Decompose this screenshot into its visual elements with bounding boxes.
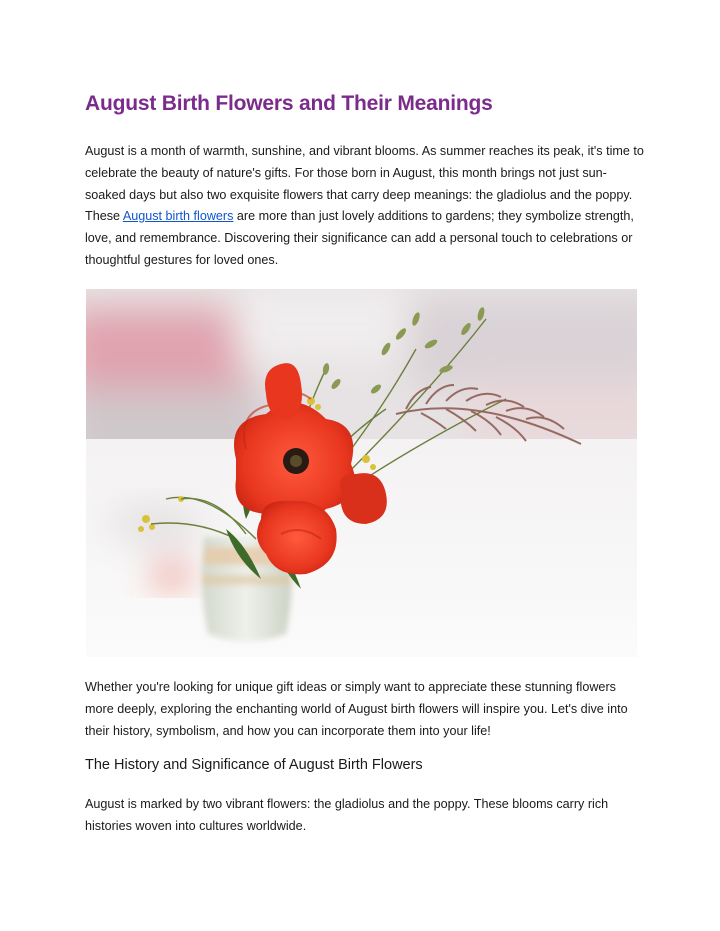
inspiration-paragraph: Whether you're looking for unique gift ideas or simply want to appreciate these stunning flowers more deeply, exploring the enchanting world of August birth flowers will inspire you. Let's dive into their history, symbolism, and how you can incorporate them into your life! — [85, 680, 628, 738]
section-heading: The History and Significance of August Birth Flowers — [85, 757, 423, 773]
intro-text-start: August is a month of warmth, sunshine, and vibrant blooms. As summer reaches its peak, it's time to celebrate the beauty of nature's gifts. For those born in August, this month brings not just sun-soaked days but also two exquisite flowers that carry deep meanings: the gladiolus and the poppy. These — [85, 144, 644, 224]
history-paragraph: August is marked by two vibrant flowers: the gladiolus and the poppy. These blooms carry rich histories woven into cultures worldwide. — [85, 797, 609, 833]
intro-text-end: are more than just lovely additions to gardens; they symbolize strength, love, and remembrance. Discovering their significance can add a personal touch to celebrations or thoughtful gestures for loved ones. — [85, 209, 634, 267]
august-birth-flowers-link[interactable]: August birth flowers — [122, 209, 234, 224]
poppy-bouquet-photo — [86, 289, 637, 657]
intro-paragraph — [85, 141, 645, 272]
page-title: August Birth Flowers and Their Meanings — [85, 92, 493, 115]
